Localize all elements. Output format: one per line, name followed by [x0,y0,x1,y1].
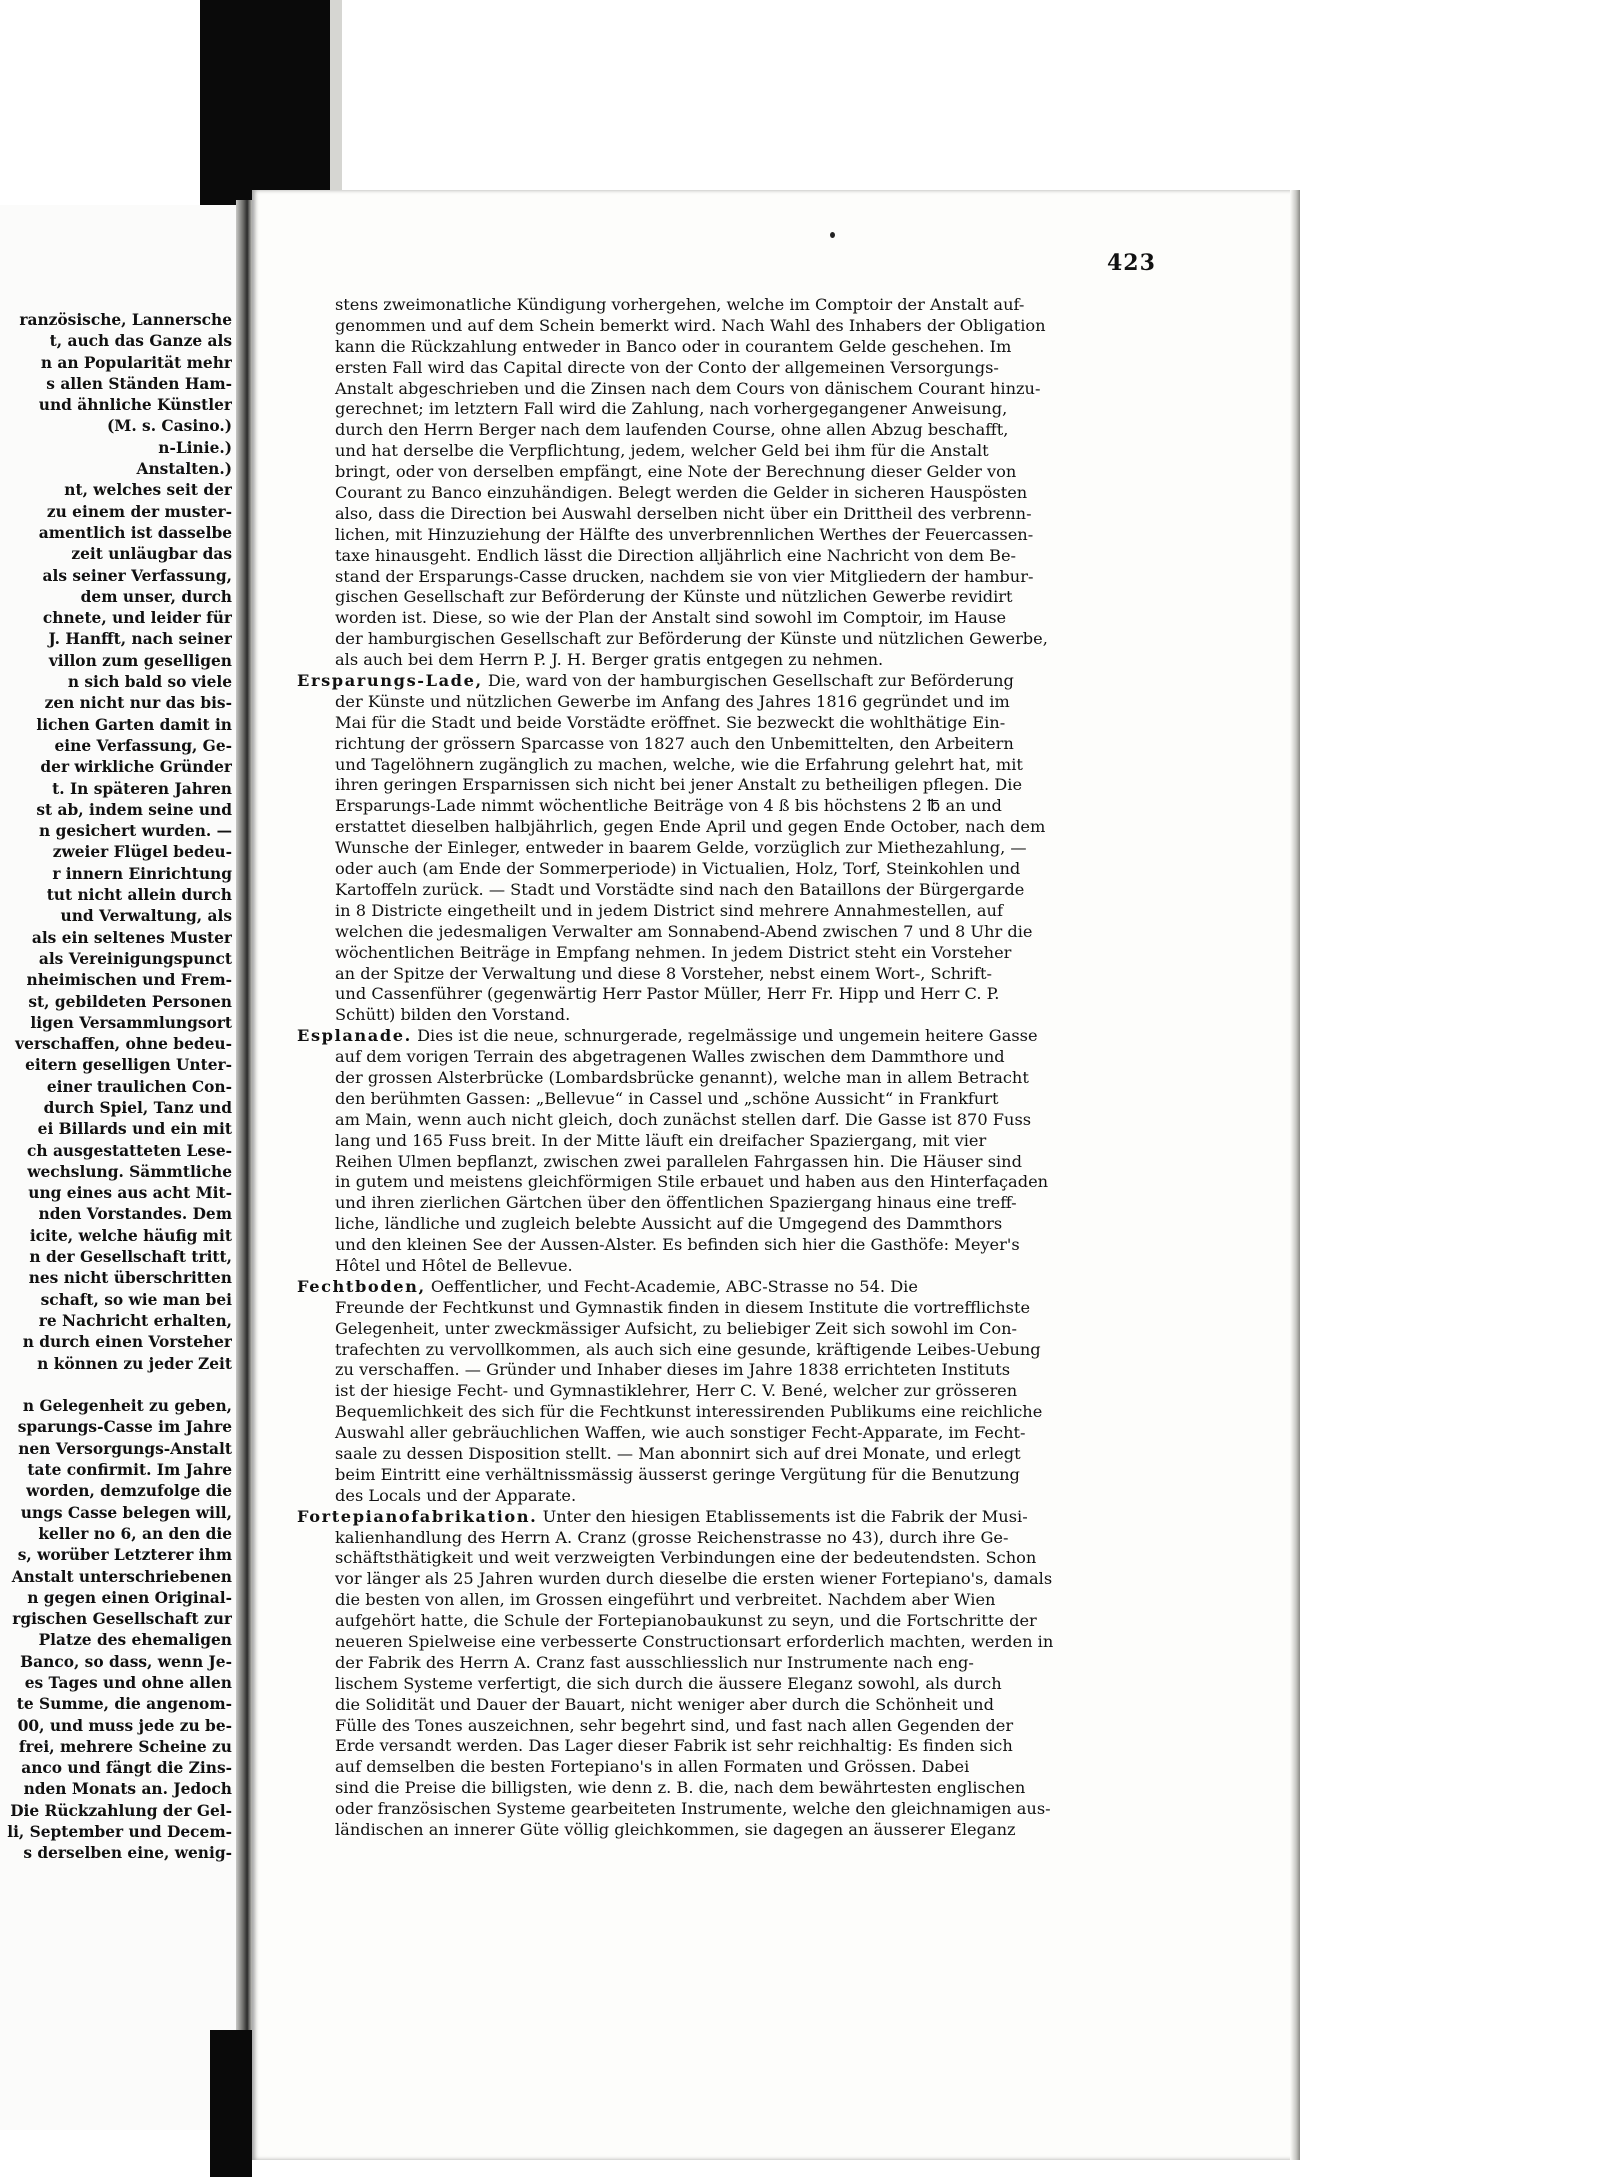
left-text-line: zeit unläugbar das [71,545,232,564]
text-line: des Locals und der Apparate. [335,1485,577,1505]
left-text-line: n-Linie.) [158,438,232,457]
left-text-line: te Summe, die angenom- [16,1695,232,1714]
left-text-line: nen Versorgungs-Anstalt [18,1439,232,1458]
left-text-line: Banco, so dass, wenn Je- [20,1652,232,1671]
left-text-line: chnete, und leider für [42,609,232,628]
left-text-line: und Verwaltung, als [60,907,232,926]
text-line: ersten Fall wird das Capital directe von der Conto der allgemeinen Versorgungs- [335,357,999,377]
left-text-line: ung eines aus acht Mit- [28,1184,232,1203]
left-text-line: re Nachricht erhalten, [38,1311,232,1330]
text-line: sind die Preise die billigsten, wie denn z. B. die, nach dem bewährtesten englischen [335,1778,1026,1798]
text-line: stand der Ersparungs-Casse drucken, nachdem sie von vier Mitgliedern der hambur- [335,566,1034,586]
text-line: Auswahl aller gebräuchlichen Waffen, wie auch sonstiger Fecht-Apparate, im Fecht- [335,1423,1026,1443]
left-text-line: ei Billards und ein mit [37,1120,232,1139]
text-line: welchen die jedesmaligen Verwalter am Sonnabend-Abend zwischen 7 und 8 Uhr die [335,921,1033,941]
text-line: Hôtel und Hôtel de Bellevue. [335,1255,573,1275]
left-text-line: n gegen einen Original- [27,1588,232,1607]
left-text-line: Platze des ehemaligen [38,1631,232,1650]
text-line: lischem Systeme verfertigt, die sich durch die äussere Eleganz sowohl, als durch [335,1673,1002,1693]
left-text-line: dem unser, durch [80,587,232,606]
left-text-line: n gesichert wurden. — [39,822,232,841]
left-text-line: st ab, indem seine und [36,800,232,819]
text-line: bringt, oder von derselben empfängt, eine Note der Berechnung dieser Gelder von [335,462,1017,482]
text-line: kalienhandlung des Herrn A. Cranz (grosse Reichenstrasse no 43), durch ihre Ge- [335,1527,1009,1547]
text-line: erstattet dieselben halbjährlich, gegen Ende April und gegen Ende October, nach dem [335,817,1046,837]
film-border-top [200,0,342,205]
right-page-edge [1290,190,1300,2160]
left-text-line: n Gelegenheit zu geben, [22,1397,232,1416]
text-line: in 8 Districte eingetheilt und in jedem District sind mehrere Annahmestellen, auf [335,900,1003,920]
left-text-line: Anstalt unterschriebenen [11,1567,232,1586]
text-line: und hat derselbe die Verpflichtung, jedem, welcher Geld bei ihm für die Anstalt [335,441,989,461]
text-line: am Main, wenn auch nicht gleich, doch zunächst stellen darf. Die Gasse ist 870 Fuss [335,1109,1032,1129]
text-line: und ihren zierlichen Gärtchen über den öffentlichen Spaziergang hinaus eine treff- [335,1193,1017,1213]
left-text-line: nheimischen und Frem- [26,971,232,990]
film-border-top-edge [330,0,342,205]
left-text-line: und ähnliche Künstler [38,396,232,415]
left-text-line: durch Spiel, Tanz und [43,1098,232,1117]
ink-speck [830,232,835,238]
left-text-line: li, September und Decem- [7,1823,232,1842]
book-gutter [236,200,252,2135]
entry-head-line [297,1507,1097,1528]
entry-head-rest: Dies ist die neue, schnurgerade, regelmässige und ungemein heitere Gasse [411,1026,1038,1046]
right-page [252,190,1297,2160]
text-line: wöchentlichen Beiträge in Empfang nehmen. In jedem District steht ein Vorsteher [335,942,1012,962]
left-text-line: als ein seltenes Muster [31,928,232,947]
text-line: der Fabrik des Herrn A. Cranz fast ausschliesslich nur Instrumente nach eng- [335,1652,974,1672]
left-text-line: s, worüber Letzterer ihm [17,1546,232,1565]
left-text-line: der wirkliche Gründer [40,758,232,777]
text-line: stens zweimonatliche Kündigung vorhergehen, welche im Comptoir der Anstalt auf- [335,295,1025,314]
left-text-line: sparungs-Casse im Jahre [17,1418,232,1437]
text-line: auf dem vorigen Terrain des abgetragenen Walles zwischen dem Dammthore und [335,1047,1005,1067]
left-text-line: st, gebildeten Personen [28,992,232,1011]
left-text-line: J. Hanfft, nach seiner [48,630,232,649]
left-text-line: rgischen Gesellschaft zur [12,1610,232,1629]
left-text-line: t, auch das Ganze als [49,332,232,351]
left-text-line: icite, welche häufig mit [29,1226,232,1245]
left-text-line: n der Gesellschaft tritt, [29,1248,232,1267]
text-line: vor länger als 25 Jahren wurden durch dieselbe die ersten wiener Fortepiano's, damals [335,1569,1053,1589]
left-text-line: frei, mehrere Scheine zu [18,1737,232,1756]
left-text-line: nes nicht überschritten [28,1269,232,1288]
text-line: der Künste und nützlichen Gewerbe im Anfang des Jahres 1816 gegründet und im [335,691,1010,711]
left-text-line: amentlich ist dasselbe [38,523,232,542]
text-line: der grossen Alsterbrücke (Lombardsbrücke genannt), welche man in allem Betracht [335,1067,1029,1087]
text-line: Freunde der Fechtkunst und Gymnastik finden in diesem Institute die vortrefflichste [335,1297,1031,1317]
left-text-line: ligen Versammlungsort [30,1013,232,1032]
left-text-line: tut nicht allein durch [46,886,232,905]
text-line: ländischen an innerer Güte völlig gleichkommen, sie dagegen an äusserer Eleganz [335,1820,1016,1840]
left-text-line: nt, welches seit der [64,481,232,500]
left-text-line: zweier Flügel bedeu- [52,843,232,862]
entry-headword: Fechtboden, [297,1276,426,1296]
left-text-line: wechslung. Sämmtliche [27,1162,232,1181]
text-line: die Solidität und Dauer der Bauart, nicht weniger aber durch die Schönheit und [335,1694,994,1714]
entry-headword: Esplanade. [297,1026,412,1046]
left-text-line: n durch einen Vorsteher [22,1333,232,1352]
text-line: Wunsche der Einleger, entweder in baarem Gelde, vorzüglich zur Miethezahlung, — [335,838,1027,858]
text-line: in gutem und meistens gleichförmigen Stile erbauet und haben aus den Hinterfaçaden [335,1172,1049,1192]
page-number: 423 [1107,250,1156,276]
text-line: lang und 165 Fuss breit. In der Mitte läuft ein dreifacher Spaziergang, mit vier [335,1130,987,1150]
text-line: also, dass die Direction bei Auswahl derselben nicht über ein Drittheil des verbrenn- [335,503,1032,523]
text-line: oder auch (am Ende der Sommerperiode) in Victualien, Holz, Torf, Steinkohlen und [335,859,1021,879]
text-line: gischen Gesellschaft zur Beförderung der Künste und nützlichen Gewerbe revidirt [335,587,1013,607]
left-text-line: zu einem der muster- [46,502,232,521]
left-text-line: n an Popularität mehr [40,353,232,372]
left-text-line: 00, und muss jede zu be- [17,1716,232,1735]
text-line: neueren Spielweise eine verbesserte Constructionsart erforderlich machten, werden in [335,1632,1054,1651]
left-text-line: eitern geselligen Unter- [25,1056,232,1075]
left-text-line [0,1375,232,1396]
entry-head-line [297,1026,1097,1047]
left-text-line: es Tages und ohne allen [24,1674,232,1692]
left-text-line: Die Rückzahlung der Gel- [10,1801,232,1820]
left-text-line: als Vereinigungspunct [38,949,232,968]
text-line: auf demselben die besten Fortepiano's in allen Formaten und Grössen. Dabei [335,1757,970,1777]
text-line: liche, ländliche und zugleich belebte Aussicht auf die Umgegend des Dammthors [335,1214,1003,1234]
left-text-line: ungs Casse belegen will, [20,1503,232,1522]
left-text-line: nden Vorstandes. Dem [38,1205,232,1224]
left-text-line: anco und fängt die Zins- [21,1759,232,1778]
text-line: durch den Herrn Berger nach dem laufenden Course, ohne allen Abzug beschafft, [335,420,1009,440]
text-line: Ersparungs-Lade nimmt wöchentliche Beiträge von 4 ß bis höchstens 2 ℔ an und [335,796,1002,816]
text-line: taxe hinausgeht. Endlich lässt die Direction alljährlich eine Nachricht von dem Be- [335,545,1017,565]
left-text-line: eine Verfassung, Ge- [54,736,232,755]
left-text-line: lichen Garten damit in [36,715,232,734]
film-border-bottom [210,2030,252,2177]
text-line: trafechten zu vervollkommen, als auch sich eine gesunde, kräftigende Leibes-Uebung [335,1339,1041,1359]
entry-head-rest: Unter den hiesigen Etablissements ist die Fabrik der Musi- [537,1506,1028,1526]
entry-head-line [297,1277,1097,1298]
right-page-text-column [297,295,1097,1841]
left-text-line: ranzösische, Lannersche [19,311,232,329]
text-line: die besten von allen, im Grossen eingeführt und verbreitet. Nachdem aber Wien [335,1590,996,1610]
text-line: an der Spitze der Verwaltung und diese 8 Vorsteher, nebst einem Wort-, Schrift- [335,963,992,983]
text-line: ihren geringen Ersparnissen sich nicht bei jener Anstalt zu betheiligen pflegen. Die [335,775,1023,795]
left-text-line: t. In späteren Jahren [52,779,232,798]
left-text-line: worden, demzufolge die [26,1482,232,1501]
left-text-line: nden Monats an. Jedoch [23,1780,232,1799]
left-text-line: villon zum geselligen [48,651,232,670]
text-line: Mai für die Stadt und beide Vorstädte eröffnet. Sie bezweckt die wohlthätige Ein- [335,712,1006,732]
text-line: oder französischen Systeme gearbeiteten Instrumente, welche den gleichnamigen aus- [335,1799,1051,1819]
text-line: worden ist. Diese, so wie der Plan der Anstalt sind sowohl im Comptoir, im Hause [335,608,1007,628]
text-line: zu verschaffen. — Gründer und Inhaber dieses im Jahre 1838 errichteten Instituts [335,1360,1011,1380]
entry-head-rest: Oeffentlicher, und Fecht-Academie, ABC-Strasse no 54. Die [425,1276,918,1296]
text-line: beim Eintritt eine verhältnissmässig äusserst geringe Vergütung für die Benutzung [335,1464,1020,1484]
text-line: Fülle des Tones auszeichnen, sehr begehrt sind, und fast nach allen Gegenden der [335,1715,1014,1735]
text-line: schäftsthätigkeit und weit verzweigten Verbindungen eine der bedeutendsten. Schon [335,1548,1037,1568]
left-text-line: r innern Einrichtung [52,864,232,883]
text-line: als auch bei dem Herrn P. J. H. Berger gratis entgegen zu nehmen. [335,650,884,670]
text-line: Bequemlichkeit des sich für die Fechtkunst interessirenden Publikums eine reichliche [335,1402,1043,1422]
entry-headword: Fortepianofabrikation. [297,1506,538,1526]
text-line: Courant zu Banco einzuhändigen. Belegt werden die Gelder in sicheren Hauspösten [335,483,1028,503]
entry-head-line [297,671,1097,692]
text-line: Schütt) bilden den Vorstand. [335,1005,571,1025]
entry-headword: Ersparungs-Lade, [297,671,483,691]
left-text-line: s allen Ständen Ham- [46,374,232,393]
entry-head-rest: Die, ward von der hamburgischen Gesellschaft zur Beförderung [482,671,1014,691]
text-line: Anstalt abgeschrieben und die Zinsen nach dem Cours von dänischem Courant hinzu- [335,378,1041,398]
text-line: kann die Rückzahlung entweder in Banco oder in courantem Gelde geschehen. Im [335,336,1012,356]
left-text-line: n können zu jeder Zeit [37,1354,232,1373]
text-line: Kartoffeln zurück. — Stadt und Vorstädte sind nach den Bataillons der Bürgergarde [335,879,1025,899]
left-text-line: keller no 6, an den die [38,1524,232,1543]
text-line: richtung der grössern Sparcasse von 1827 auch den Unbemittelten, den Arbeitern [335,733,1014,753]
left-text-line: (M. s. Casino.) [107,417,232,436]
text-line: Erde versandt werden. Das Lager dieser Fabrik ist sehr reichhaltig: Es finden sich [335,1736,1013,1756]
left-text-line: tate confirmit. Im Jahre [27,1461,232,1480]
text-line: ist der hiesige Fecht- und Gymnastiklehrer, Herr C. V. Bené, welcher zur grösseren [335,1381,1018,1401]
left-text-line: verschaffen, ohne bedeu- [15,1035,232,1054]
left-text-line: zen nicht nur das bis- [44,694,232,713]
text-line: und Tagelöhnern zugänglich zu machen, welche, wie die Erfahrung gelehrt hat, mit [335,754,1023,774]
text-line: und Cassenführer (gegenwärtig Herr Pastor Müller, Herr Fr. Hipp und Herr C. P. [335,984,1000,1004]
text-line: aufgehört hatte, die Schule der Fortepianobaukunst zu seyn, und die Fortschritte der [335,1611,1037,1631]
text-line: der hamburgischen Gesellschaft zur Beförderung der Künste und nützlichen Gewerbe, [335,629,1048,649]
left-page-text-column [0,310,232,1865]
text-line: gerechnet; im letztern Fall wird die Zahlung, nach vorhergegangener Anweisung, [335,399,1008,419]
text-line: lichen, mit Hinzuziehung der Hälfte des unverbrennlichen Werthes der Feuercassen- [335,524,1034,544]
text-line: den berühmten Gassen: „Bellevue“ in Cassel und „schöne Aussicht“ in Frankfurt [335,1088,999,1108]
left-text-line: Anstalten.) [136,460,232,479]
text-line: Gelegenheit, unter zweckmässiger Aufsicht, zu beliebiger Zeit sich sowohl im Con- [335,1318,1017,1338]
left-text-line: als seiner Verfassung, [42,566,232,585]
left-text-line: einer traulichen Con- [46,1077,232,1096]
left-text-line: ch ausgestatteten Lese- [27,1141,232,1160]
text-line: saale zu dessen Disposition stellt. — Man abonnirt sich auf drei Monate, und erlegt [335,1443,1021,1463]
left-page [0,205,238,2130]
text-line: Reihen Ulmen bepflanzt, zwischen zwei parallelen Fahrgassen hin. Die Häuser sind [335,1151,1022,1171]
left-text-line: n sich bald so viele [67,673,232,692]
text-line: genommen und auf dem Schein bemerkt wird. Nach Wahl des Inhabers der Obligation [335,315,1046,335]
left-text-line: s derselben eine, wenig- [23,1844,232,1863]
left-text-line: schaft, so wie man bei [40,1290,232,1309]
text-line: und den kleinen See der Aussen-Alster. Es befinden sich hier die Gasthöfe: Meyer's [335,1235,1020,1255]
